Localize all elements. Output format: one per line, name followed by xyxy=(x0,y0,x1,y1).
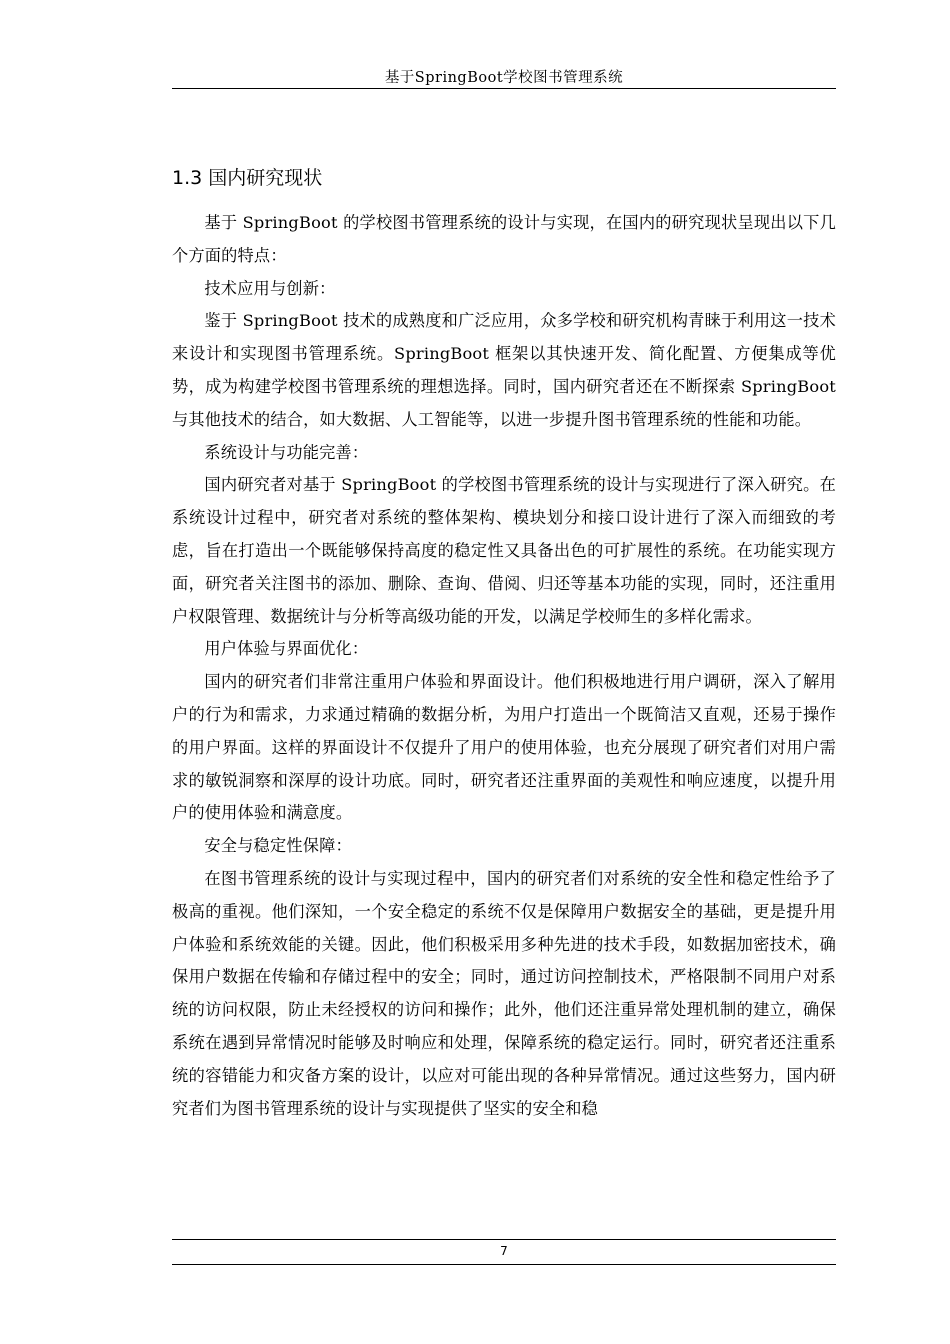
section-heading: 1.3 国内研究现状 xyxy=(172,167,323,189)
paragraph-security: 在图书管理系统的设计与实现过程中，国内的研究者们对系统的安全性和稳定性给予了极高的重视。他们深知，一个安全稳定的系统不仅是保障用户数据安全的基础，更是提升用户体验和系统效能的关键。因此，他们积极采用多种先进的技术手段，如数据加密技术，确保用户数据在传输和存储过程中的安全；同时，通过访问控制技术，严格限制不同用户对系统的访问权限，防止未经授权的访问和操作；此外，他们还注重异常处理机制的建立，确保系统在遇到异常情况时能够及时响应和处理，保障系统的稳定运行。同时，研究者还注重系统的容错能力和灾备方案的设计，以应对可能出现的各种异常情况。通过这些努力，国内研究者们为图书管理系统的设计与实现提供了坚实的安全和稳 xyxy=(172,868,836,1118)
subheading-ux: 用户体验与界面优化： xyxy=(204,639,369,659)
page-header: 基于SpringBoot学校图书管理系统 xyxy=(384,70,624,86)
paragraph-intro: 基于 SpringBoot 的学校图书管理系统的设计与实现，在国内的研究现状呈现出以下几个方面的特点： xyxy=(172,213,836,265)
subheading-tech: 技术应用与创新： xyxy=(204,278,336,298)
subheading-security: 安全与稳定性保障： xyxy=(204,836,352,856)
paragraph-tech: 鉴于 SpringBoot 技术的成熟度和广泛应用，众多学校和研究机构青睐于利用这一技术来设计和实现图书管理系统。SpringBoot 框架以其快速开发、简化配置、方便集成等优势，成为构建学校图书管理系统的理想选择。同时，国内研究者还在不断探索 SpringBoot 与其他技术的结合，如大数据、人工智能等，以进一步提升图书管理系统的性能和功能。 xyxy=(172,311,836,429)
paragraph-design: 国内研究者对基于 SpringBoot 的学校图书管理系统的设计与实现进行了深入研究。在系统设计过程中，研究者对系统的整体架构、模块划分和接口设计进行了深入而细致的考虑，旨在打造出一个既能够保持高度的稳定性又具备出色的可扩展性的系统。在功能实现方面，研究者关注图书的添加、删除、查询、借阅、归还等基本功能的实现，同时，还注重用户权限管理、数据统计与分析等高级功能的开发，以满足学校师生的多样化需求。 xyxy=(172,475,836,626)
footer-rule xyxy=(172,1264,836,1265)
body-text xyxy=(172,207,836,1125)
page-number: 7 xyxy=(500,1244,508,1258)
footer-rule-top xyxy=(172,1239,836,1240)
subheading-design: 系统设计与功能完善： xyxy=(204,442,369,462)
header-rule xyxy=(172,88,836,89)
paragraph-ux: 国内的研究者们非常注重用户体验和界面设计。他们积极地进行用户调研，深入了解用户的行为和需求，力求通过精确的数据分析，为用户打造出一个既简洁又直观，还易于操作的用户界面。这样的界面设计不仅提升了用户的使用体验，也充分展现了研究者们对用户需求的敏锐洞察和深厚的设计功底。同时，研究者还注重界面的美观性和响应速度，以提升用户的使用体验和满意度。 xyxy=(172,672,836,823)
